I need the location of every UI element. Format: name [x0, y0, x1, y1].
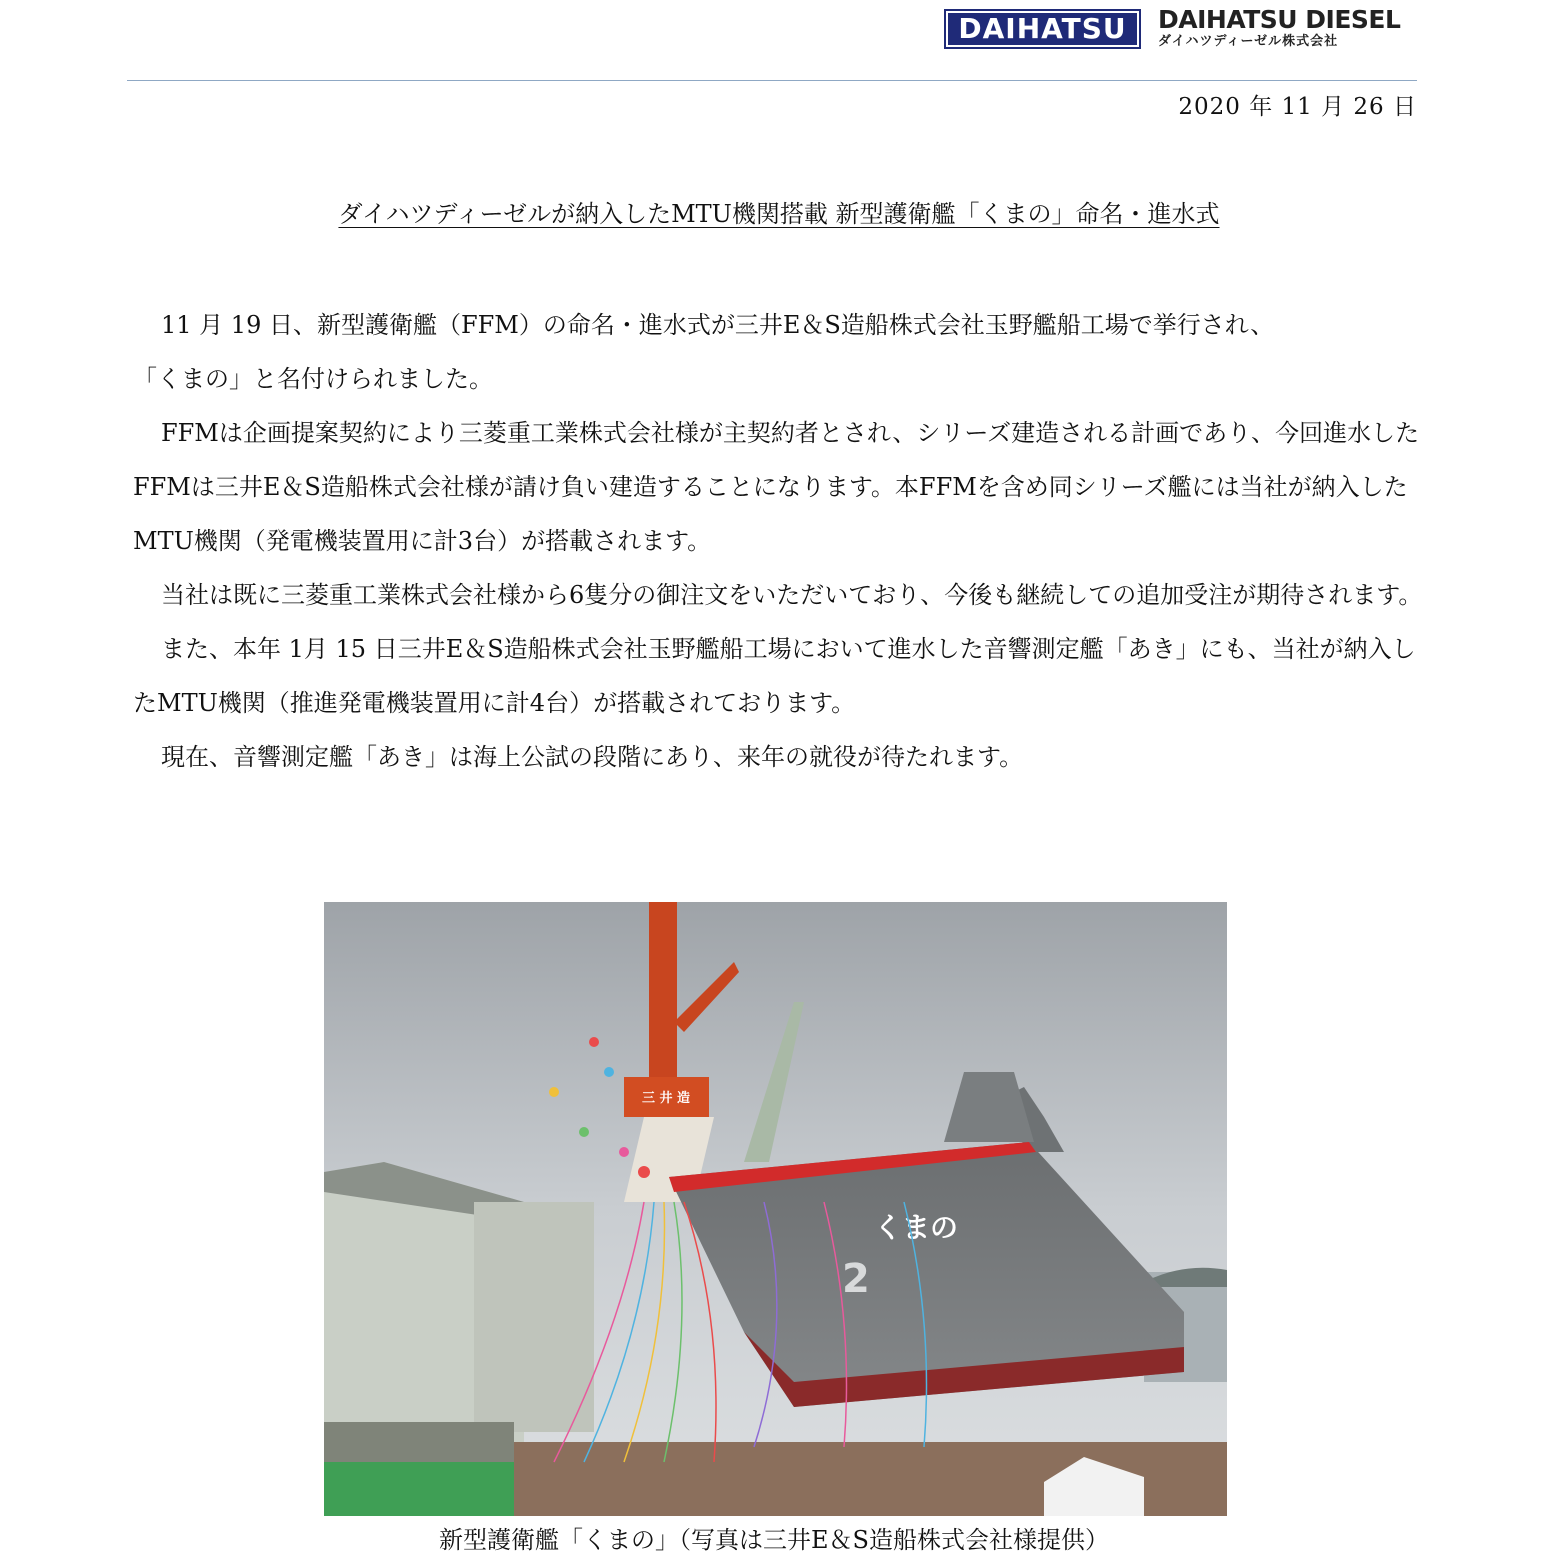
document-body — [133, 298, 1423, 784]
launch-ceremony-illustration — [324, 902, 1227, 1516]
paragraph: 11 月 19 日、新型護衛艦（FFM）の命名・進水式が三井E＆S造船株式会社玉野艦船工場で挙行され、 — [161, 311, 1275, 339]
paragraph: 「くまの」と名付けられました。 — [133, 365, 493, 393]
crane-tower — [649, 902, 677, 1092]
paragraph: 現在、音響測定艦「あき」は海上公試の段階にあり、来年の就役が待たれます。 — [161, 743, 1024, 771]
hull-name: くまの — [874, 1211, 959, 1244]
daihatsu-diesel-logo-text: DAIHATSU DIESEL — [1158, 5, 1401, 34]
header-divider — [127, 80, 1417, 81]
crane-sign: 三 井 造 — [641, 1091, 691, 1106]
daihatsu-diesel-logo-subtext: ダイハツディーゼル株式会社 — [1158, 34, 1339, 49]
green-carpet — [324, 1462, 514, 1516]
crowd — [324, 1422, 514, 1462]
document-title-text: ダイハツディーゼルが納入したMTU機関搭載 新型護衛艦「くまの」命名・進水式 — [338, 200, 1220, 228]
paragraph: 当社は既に三菱重工業株式会社様から6隻分の御注文をいただいており、今後も継続しての追加受注が期待されます。 — [161, 581, 1423, 609]
daihatsu-diesel-logo — [1158, 6, 1418, 52]
paragraph: また、本年 1月 15 日三井E＆S造船株式会社玉野艦船工場において進水した音響測定艦「あき」にも、当社が納入したMTU機関（推進発電機装置用に計4台）が搭載されております。 — [133, 635, 1416, 717]
document-title — [0, 194, 1558, 229]
photo-caption: 新型護衛艦「くまの」（写真は三井E＆S造船株式会社様提供） — [439, 1526, 1109, 1554]
hull-number: 2 — [842, 1256, 870, 1302]
release-date: 2020 年 11 月 26 日 — [1178, 94, 1417, 120]
daihatsu-logo: DAIHATSU — [944, 9, 1141, 49]
launch-ceremony-photo — [324, 902, 1227, 1516]
paragraph: FFMは企画提案契約により三菱重工業株式会社様が主契約者とされ、シリーズ建造される計画であり、今回進水したFFMは三井E＆S造船株式会社様が請け負い建造することになります。本FFMを含め同シリーズ艦には当社が納入したMTU機関（発電機装置用に計3台）が搭載されます。 — [133, 419, 1420, 555]
